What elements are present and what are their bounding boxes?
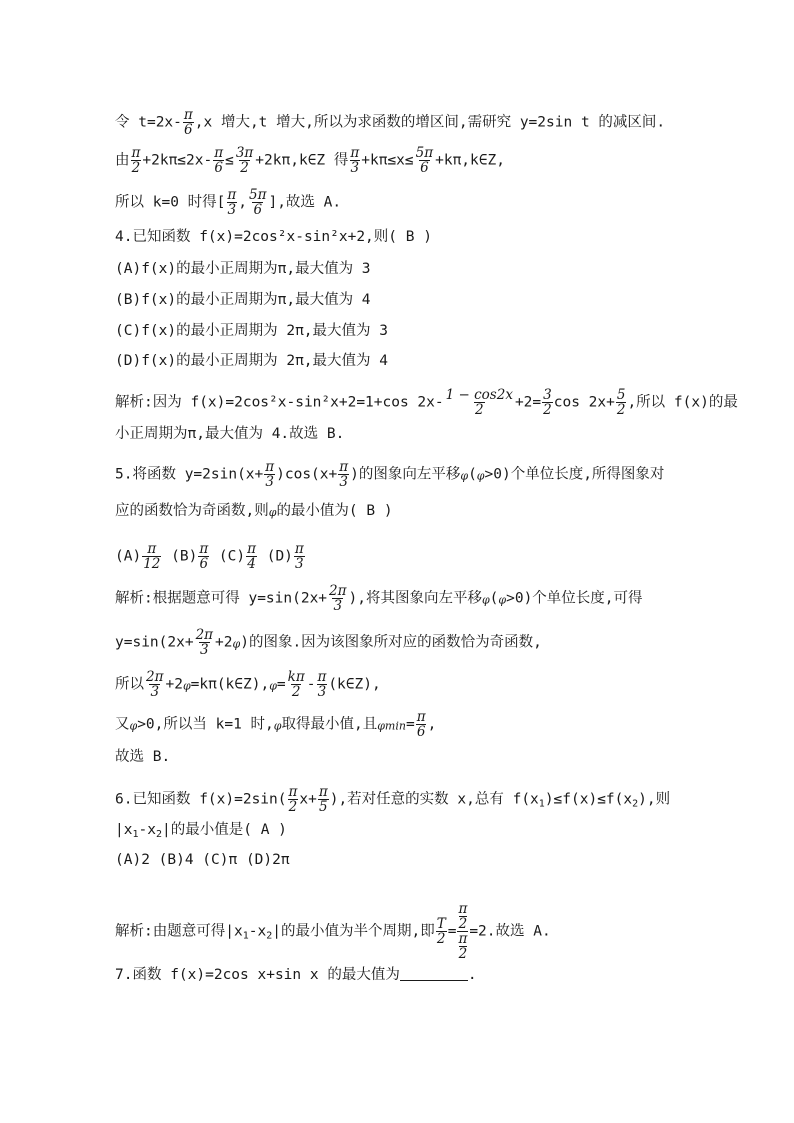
fraction: $\frac{\pi}{2}$ — [288, 784, 298, 815]
fraction: $\frac{5\pi}{6}$ — [415, 145, 434, 176]
option-a: (A)f(x)的最小正周期为π,最大值为 3 — [115, 261, 371, 277]
question-6: 6.已知函数 f(x)=2sin( $\frac{\pi}{2}$ x+ $\frac{\pi}{5}$ ),若对任意的实数 x,总有 $f(x_1)\le f(x)\le f(x_2)$,则 — [115, 784, 671, 815]
fraction: $\frac{\pi}{12}$ — [143, 541, 161, 572]
solution-line: 所以 $\frac{2\pi}{3}$ +2φ=kπ(k∈Z),φ= $\frac{k\pi}{2}$ - $\frac{\pi}{3}$ (k∈Z), — [115, 669, 381, 700]
answer-blank[interactable] — [400, 968, 468, 981]
text-line: 所以 k=0 时得[ $\frac{\pi}{3}$ , $\frac{5\pi}{6}$ ],故选 A. — [115, 187, 342, 218]
solution-line: 故选 B. — [115, 749, 171, 765]
question-4: 4.已知函数 f(x)=2cos²x-sin²x+2,则( B ) — [115, 229, 432, 245]
question-5: 应的函数恰为奇函数,则φ的最小值为( B ) — [115, 503, 393, 519]
fraction: $\frac{\pi}{3}$ — [265, 459, 275, 490]
fraction: $\frac{\pi}{3}$ — [227, 187, 237, 218]
fraction: $\frac{\pi}{4}$ — [247, 541, 256, 572]
option-d: (D)f(x)的最小正周期为 2π,最大值为 4 — [115, 353, 388, 369]
text-line: 由 $\frac{\pi}{2}$ +2kπ≤2x- $\frac{\pi}{6}$ ≤ $\frac{3\pi}{2}$ +2kπ,k∈Z 得 $\frac{\pi}{3}$ +kπ≤x≤ $\frac{5\pi}{6}$ +kπ,k∈Z, — [115, 145, 505, 176]
fraction: $\frac{\pi}{3}$ — [294, 541, 304, 572]
fraction: $\frac{2\pi}{3}$ — [329, 583, 347, 614]
fraction: $\frac{\pi}{3}$ — [350, 145, 360, 176]
fraction: $\frac{T}{2}$ — [436, 916, 446, 947]
options-6: (A)2 (B)4 (C)π (D)2π — [115, 852, 290, 868]
question-6: $|x_1-x_2|$的最小值是( A ) — [115, 822, 287, 840]
fraction: $\frac{\pi}{6}$ — [199, 541, 209, 572]
solution-line: y=sin(2x+ $\frac{2\pi}{3}$ +2φ)的图象.因为该图象所对应的函数恰为奇函数, — [115, 627, 542, 658]
question-5: 5.将函数 y=2sin(x+ $\frac{\pi}{3}$ )cos(x+ $\frac{\pi}{3}$ )的图象向左平移φ(φ>0)个单位长度,所得图象对 — [115, 459, 665, 490]
solution-line: 又φ>0,所以当 k=1 时,φ取得最小值,且φmin= $\frac{\pi}{6}$ , — [115, 709, 437, 740]
option-c: (C)f(x)的最小正周期为 2π,最大值为 3 — [115, 323, 388, 339]
fraction: $\frac{\pi}{5}$ — [318, 784, 328, 815]
fraction: $\frac{5\pi}{6}$ — [249, 187, 267, 218]
fraction: $\frac{1 - \cos 2x}{2}$ — [445, 387, 513, 418]
fraction: $\frac{5}{2}$ — [616, 387, 626, 418]
text-line: 令 t=2x- $\frac{\pi}{6}$ ,x 增大,t 增大,所以为求函数的增区间,需研究 y=2sin t 的减区间. — [115, 107, 666, 138]
fraction: $\frac{\pi}{3}$ — [317, 669, 327, 700]
fraction: $\frac{\pi}{2}$ — [131, 145, 141, 176]
options-5: (A) $\frac{\pi}{12}$ (B) $\frac{\pi}{6}$ (C) $\frac{\pi}{4}$ (D) $\frac{\pi}{3}$ — [115, 541, 304, 572]
fraction: $\frac{\pi}{6}$ — [214, 145, 224, 176]
fraction: $\frac{\pi}{6}$ — [416, 709, 426, 740]
question-7: 7.函数 f(x)=2cos x+sin x 的最大值为 . — [115, 967, 477, 983]
solution-line: 小正周期为π,最大值为 4.故选 B. — [115, 426, 345, 442]
fraction: $\frac{2\pi}{3}$ — [195, 627, 214, 658]
solution-line: 解析:因为 f(x)=2cos²x-sin²x+2=1+cos 2x- $\frac{1 - \cos 2x}{2}$ +2= $\frac{3}{2}$ cos 2x+ $\frac{5}{2}$ ,所以 f(x)的最 — [115, 387, 738, 418]
fraction: $\frac{k\pi}{2}$ — [287, 669, 305, 700]
fraction: $\frac{\pi}{6}$ — [183, 107, 193, 138]
compound-fraction: π 2 π 2 — [458, 901, 468, 962]
fraction: $\frac{2\pi}{3}$ — [146, 669, 164, 700]
fraction: $\frac{\pi}{3}$ — [339, 459, 349, 490]
solution-line: 解析:根据题意可得 y=sin(2x+ $\frac{2\pi}{3}$ ),将其图象向左平移φ(φ>0)个单位长度,可得 — [115, 583, 643, 614]
option-b: (B)f(x)的最小正周期为π,最大值为 4 — [115, 292, 371, 308]
fraction: $\frac{3\pi}{2}$ — [235, 145, 254, 176]
solution-line: 解析:由题意可得$|x_1-x_2|$的最小值为半个周期,即 $\frac{T}{2}$ = π 2 π 2 =2.故选 A. — [115, 901, 551, 962]
fraction: $\frac{3}{2}$ — [543, 387, 552, 418]
